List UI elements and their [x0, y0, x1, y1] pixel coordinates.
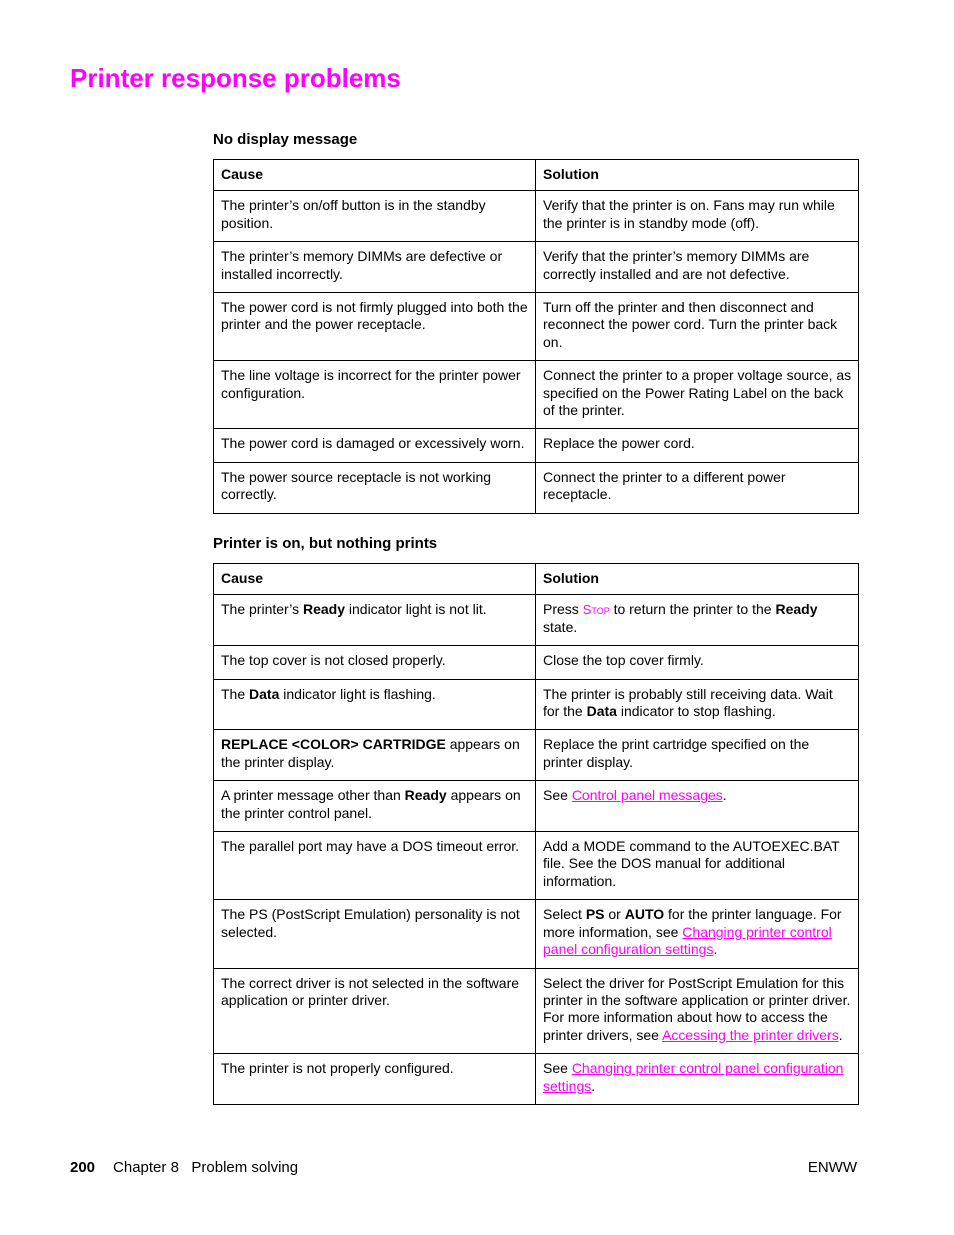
column-header-cause: Cause	[214, 160, 536, 191]
table-row	[214, 361, 859, 429]
solution-cell: Replace the print cartridge specified on the printer display.	[536, 730, 859, 781]
stop-key-label: Stop	[582, 602, 610, 618]
page-title: Printer response problems	[70, 63, 401, 93]
ps-term: PS	[585, 906, 605, 923]
cause-cell: The PS (PostScript Emulation) personality is not selected.	[214, 900, 536, 968]
table-row	[214, 781, 859, 832]
cause-cell: The line voltage is incorrect for the printer power configuration.	[214, 361, 536, 429]
control-panel-messages-link[interactable]: Control panel messages	[571, 787, 723, 804]
cause-cell: The printer’s memory DIMMs are defective or installed incorrectly.	[214, 242, 536, 293]
solution-cell: Select PS or AUTO for the printer language. For more information, see Changing printer control panel configuration settings.	[536, 900, 859, 968]
table-row	[214, 462, 859, 513]
table-row	[214, 646, 859, 679]
solution-cell: Press Stop to return the printer to the Ready state.	[536, 595, 859, 646]
solution-cell: Connect the printer to a different power receptacle.	[536, 462, 859, 513]
cause-cell: The printer’s Ready indicator light is not lit.	[214, 595, 536, 646]
solution-cell: Verify that the printer is on. Fans may run while the printer is in standby mode (off).	[536, 191, 859, 242]
solution-cell: See Control panel messages.	[536, 781, 859, 832]
table-header-row	[214, 564, 859, 595]
auto-term: AUTO	[624, 906, 665, 923]
solution-cell: Add a MODE command to the AUTOEXEC.BAT file. See the DOS manual for additional information.	[536, 832, 859, 900]
accessing-printer-drivers-link[interactable]: Accessing the printer drivers	[662, 1026, 839, 1043]
cause-cell: The power cord is not firmly plugged into both the printer and the power receptacle.	[214, 293, 536, 361]
column-header-solution: Solution	[536, 160, 859, 191]
table-row	[214, 832, 859, 900]
ready-term: Ready	[404, 787, 447, 804]
table-row	[214, 191, 859, 242]
changing-control-panel-settings-link[interactable]: Changing printer control panel configuration settings	[543, 1060, 844, 1094]
ready-term: Ready	[302, 601, 345, 618]
cause-cell: The printer is not properly configured.	[214, 1054, 536, 1105]
page-footer-left	[70, 1158, 298, 1178]
section-heading-no-display-message: No display message	[213, 131, 358, 148]
cause-cell: The printer’s on/off button is in the standby position.	[214, 191, 536, 242]
table-row	[214, 679, 859, 730]
table-row	[214, 730, 859, 781]
solution-cell: Select the driver for PostScript Emulation for this printer in the software application or printer driver. For more information about how to access the printer drivers, see Accessing the printer drivers.	[536, 968, 859, 1054]
solution-cell: Connect the printer to a proper voltage source, as specified on the Power Rating Label on the back of the printer.	[536, 361, 859, 429]
solution-cell: Close the top cover firmly.	[536, 646, 859, 679]
data-term: Data	[586, 703, 617, 720]
replace-cartridge-message: REPLACE <COLOR> CARTRIDGE	[221, 736, 446, 753]
ready-term: Ready	[775, 601, 818, 618]
cause-cell: The power source receptacle is not working correctly.	[214, 462, 536, 513]
table-row	[214, 900, 859, 968]
table-row	[214, 293, 859, 361]
table-row	[214, 429, 859, 462]
cause-cell: The top cover is not closed properly.	[214, 646, 536, 679]
table-row	[214, 968, 859, 1054]
cause-cell: A printer message other than Ready appears on the printer control panel.	[214, 781, 536, 832]
cause-cell: The correct driver is not selected in the software application or printer driver.	[214, 968, 536, 1054]
changing-control-panel-settings-link[interactable]: Changing printer control panel configuration settings	[543, 923, 832, 958]
solution-cell: The printer is probably still receiving data. Wait for the Data indicator to stop flashing.	[536, 679, 859, 730]
data-term: Data	[249, 685, 280, 702]
table-row	[214, 1054, 859, 1105]
cause-cell: The Data indicator light is flashing.	[214, 679, 536, 730]
table-header-row	[214, 160, 859, 191]
cause-cell: The power cord is damaged or excessively worn.	[214, 429, 536, 462]
no-display-message-table	[213, 159, 859, 514]
chapter-title: Chapter 8 Problem solving	[113, 1159, 299, 1176]
table-row	[214, 242, 859, 293]
solution-cell: Verify that the printer’s memory DIMMs are correctly installed and are not defective.	[536, 242, 859, 293]
cause-cell: REPLACE <COLOR> CARTRIDGE appears on the printer display.	[214, 730, 536, 781]
solution-cell: Turn off the printer and then disconnect and reconnect the power cord. Turn the printer back on.	[536, 293, 859, 361]
nothing-prints-table	[213, 563, 859, 1105]
column-header-cause: Cause	[214, 564, 536, 595]
page-footer-right: ENWW	[807, 1159, 857, 1176]
cause-cell: The parallel port may have a DOS timeout error.	[214, 832, 536, 900]
column-header-solution: Solution	[536, 564, 859, 595]
table-row	[214, 595, 859, 646]
section-heading-nothing-prints: Printer is on, but nothing prints	[213, 535, 438, 552]
solution-cell: See Changing printer control panel configuration settings.	[536, 1054, 859, 1105]
page-number: 200	[70, 1159, 96, 1176]
solution-cell: Replace the power cord.	[536, 429, 859, 462]
